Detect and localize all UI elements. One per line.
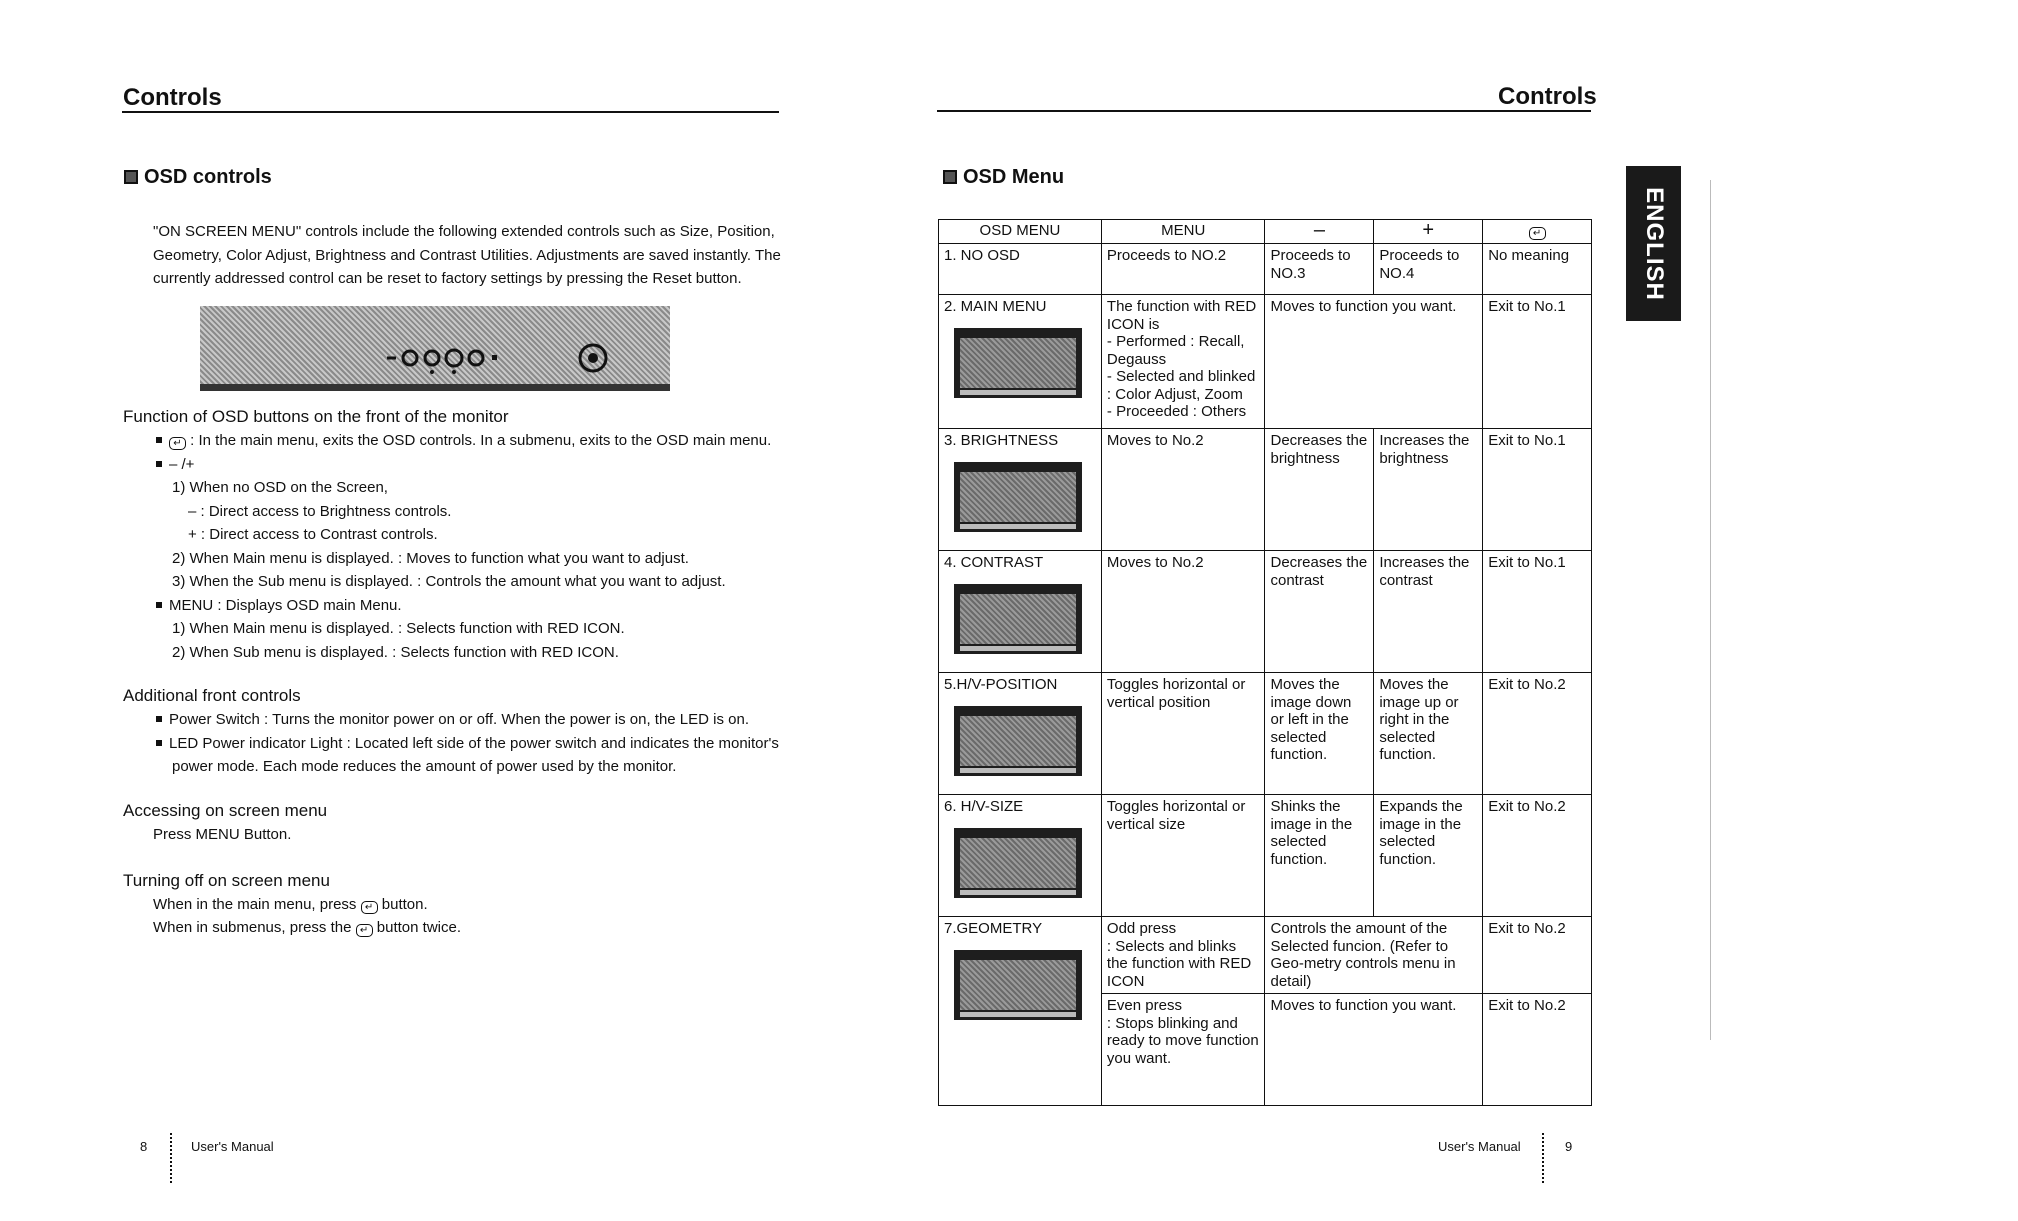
row-menu: The function with RED ICON is - Performed : Recall, Degauss - Selected and blinked : Color Adjust, Zoom - Proceeded : Others xyxy=(1101,295,1265,429)
english-language-tab xyxy=(1626,166,1681,321)
led-text-cont: power mode. Each mode reduces the amount of power used by the monitor. xyxy=(172,758,677,775)
row-name: 7.GEOMETRY xyxy=(944,920,1043,937)
row-name: 5.H/V-POSITION xyxy=(944,676,1058,693)
right-page-number: 9 xyxy=(1565,1139,1573,1154)
left-section-title-text: OSD controls xyxy=(144,166,272,188)
function-line: – : Direct access to Brightness controls. xyxy=(188,502,452,520)
row-name: 2. MAIN MENU xyxy=(944,298,1047,315)
main-menu-osd-thumbnail xyxy=(954,328,1082,398)
intro-line: currently addressed control can be reset to factory settings by pressing the Reset button. xyxy=(153,270,742,287)
row-menu: Odd press : Selects and blinks the function with RED ICON xyxy=(1101,917,1265,994)
row-enter: Exit to No.2 xyxy=(1483,673,1592,795)
function-line: 3) When the Sub menu is displayed. : Controls the amount what you want to adjust. xyxy=(172,573,726,590)
row-name-cell xyxy=(939,295,1102,429)
bullet-icon xyxy=(156,602,162,608)
row-menu: Moves to No.2 xyxy=(1101,551,1265,673)
power-switch-desc xyxy=(156,708,796,732)
table-row xyxy=(939,551,1592,673)
row-name-cell xyxy=(939,795,1102,917)
turning-line-2-b: button twice. xyxy=(376,919,461,936)
power-switch-text: Power Switch : Turns the monitor power on or off. When the power is on, the LED is on. xyxy=(169,711,750,728)
row-minus: Decreases the contrast xyxy=(1265,551,1374,673)
size-osd-thumbnail xyxy=(954,828,1082,898)
row-name-cell xyxy=(939,917,1102,1106)
row-enter: No meaning xyxy=(1483,244,1592,295)
enter-icon: ↵ xyxy=(361,901,378,914)
turning-line-1-a: When in the main menu, press xyxy=(153,896,357,913)
row-minus: Proceeds to NO.3 xyxy=(1265,244,1374,295)
right-section-title-text: OSD Menu xyxy=(963,166,1065,188)
table-row xyxy=(939,917,1592,994)
osd-menu-table xyxy=(938,219,1592,1106)
scan-edge-line xyxy=(1710,180,1711,1040)
row-name: 4. CONTRAST xyxy=(944,554,1044,571)
col-header-enter xyxy=(1483,220,1592,244)
menu-desc-text: MENU : Displays OSD main Menu. xyxy=(169,596,402,614)
additional-heading: Additional front controls xyxy=(123,686,301,705)
position-osd-thumbnail xyxy=(954,706,1082,776)
row-plus: Increases the brightness xyxy=(1374,429,1483,551)
left-page-number: 8 xyxy=(140,1139,148,1154)
function-line: 2) When Sub menu is displayed. : Selects function with RED ICON. xyxy=(172,643,619,661)
row-plus: Moves the image up or right in the selected function. xyxy=(1374,673,1483,795)
row-enter: Exit to No.1 xyxy=(1483,295,1592,429)
turning-line-2 xyxy=(153,916,461,940)
led-desc xyxy=(156,732,796,756)
left-footer-label: User's Manual xyxy=(191,1139,274,1154)
row-plus: Proceeds to NO.4 xyxy=(1374,244,1483,295)
row-enter: Exit to No.2 xyxy=(1483,994,1592,1106)
row-name-cell xyxy=(939,551,1102,673)
right-page-header: Controls xyxy=(1498,83,1597,110)
enter-button-desc xyxy=(156,429,796,453)
minus-plus-desc xyxy=(156,453,796,477)
monitor-front-panel-image xyxy=(200,306,670,391)
turning-line-1 xyxy=(153,893,428,917)
function-line: + : Direct access to Contrast controls. xyxy=(188,526,438,543)
table-row xyxy=(939,429,1592,551)
left-page-header: Controls xyxy=(123,84,222,111)
additional-list xyxy=(156,708,796,779)
section-square-icon xyxy=(124,170,138,184)
turning-line-1-b: button. xyxy=(381,896,428,913)
function-line: 2) When Main menu is displayed. : Moves to function what you want to adjust. xyxy=(172,549,689,567)
right-footer-label: User's Manual xyxy=(1438,1139,1521,1154)
col-header-osd-menu: OSD MENU xyxy=(939,220,1102,244)
function-heading: Function of OSD buttons on the front of the monitor xyxy=(123,407,509,426)
bullet-icon xyxy=(156,461,162,467)
row-minus: Shinks the image in the selected function. xyxy=(1265,795,1374,917)
row-name: 1. NO OSD xyxy=(939,244,1102,295)
bullet-icon xyxy=(156,740,162,746)
english-tab-label: ENGLISH xyxy=(1640,186,1668,301)
right-section-title xyxy=(943,166,1064,189)
panel-buttons-drawing xyxy=(200,306,670,391)
row-menu: Toggles horizontal or vertical position xyxy=(1101,673,1265,795)
row-menu: Even press : Stops blinking and ready to move function you want. xyxy=(1101,994,1265,1106)
geometry-osd-thumbnail xyxy=(954,950,1082,1020)
turning-line-2-a: When in submenus, press the xyxy=(153,919,352,936)
row-minus: Moves the image down or left in the selected function. xyxy=(1265,673,1374,795)
col-header-plus: + xyxy=(1374,220,1483,244)
menu-desc xyxy=(156,594,796,618)
enter-desc-text: : In the main menu, exits the OSD controls. In a submenu, exits to the OSD main menu. xyxy=(190,432,772,449)
function-line: 1) When Main menu is displayed. : Selects function with RED ICON. xyxy=(172,620,625,637)
row-name: 3. BRIGHTNESS xyxy=(944,432,1059,449)
function-line: 1) When no OSD on the Screen, xyxy=(172,479,388,496)
enter-icon: ↵ xyxy=(356,924,373,937)
row-minus-plus: Moves to function you want. xyxy=(1265,994,1483,1106)
brightness-osd-thumbnail xyxy=(954,462,1082,532)
bullet-icon xyxy=(156,716,162,722)
table-row xyxy=(939,244,1592,295)
row-enter: Exit to No.1 xyxy=(1483,551,1592,673)
table-row xyxy=(939,295,1592,429)
row-minus-plus: Controls the amount of the Selected funcion. (Refer to Geo-metry controls menu in detail) xyxy=(1265,917,1483,994)
table-header-row xyxy=(939,220,1592,244)
row-menu: Proceeds to NO.2 xyxy=(1101,244,1265,295)
intro-line: Geometry, Color Adjust, Brightness and Contrast Utilities. Adjustments are saved instantly. The xyxy=(153,246,781,264)
accessing-heading: Accessing on screen menu xyxy=(123,801,328,820)
bullet-icon xyxy=(156,437,162,443)
function-list xyxy=(156,429,796,664)
intro-paragraph xyxy=(153,220,793,291)
row-plus: Expands the image in the selected function. xyxy=(1374,795,1483,917)
accessing-text: Press MENU Button. xyxy=(153,826,292,843)
row-enter: Exit to No.1 xyxy=(1483,429,1592,551)
row-name: 6. H/V-SIZE xyxy=(944,798,1024,815)
enter-icon: ↵ xyxy=(169,437,186,450)
right-header-rule xyxy=(937,110,1591,112)
enter-icon: ↵ xyxy=(1529,227,1546,240)
col-header-minus: – xyxy=(1265,220,1374,244)
row-plus: Increases the contrast xyxy=(1374,551,1483,673)
row-menu: Moves to No.2 xyxy=(1101,429,1265,551)
left-section-title xyxy=(124,166,272,189)
row-name-cell xyxy=(939,673,1102,795)
section-square-icon xyxy=(943,170,957,184)
row-minus-plus: Moves to function you want. xyxy=(1265,295,1483,429)
footer-divider xyxy=(170,1133,172,1183)
table-row xyxy=(939,795,1592,917)
left-header-rule xyxy=(122,111,779,113)
row-minus: Decreases the brightness xyxy=(1265,429,1374,551)
intro-line: "ON SCREEN MENU" controls include the following extended controls such as Size, Position, xyxy=(153,223,775,240)
col-header-menu: MENU xyxy=(1101,220,1265,244)
table-row xyxy=(939,673,1592,795)
minus-plus-label: – /+ xyxy=(169,455,195,473)
footer-divider xyxy=(1542,1133,1544,1183)
row-enter: Exit to No.2 xyxy=(1483,917,1592,994)
turning-heading: Turning off on screen menu xyxy=(123,871,330,890)
row-enter: Exit to No.2 xyxy=(1483,795,1592,917)
led-text: LED Power indicator Light : Located left side of the power switch and indicates the monitor's xyxy=(169,734,779,752)
contrast-osd-thumbnail xyxy=(954,584,1082,654)
row-menu: Toggles horizontal or vertical size xyxy=(1101,795,1265,917)
row-name-cell xyxy=(939,429,1102,551)
